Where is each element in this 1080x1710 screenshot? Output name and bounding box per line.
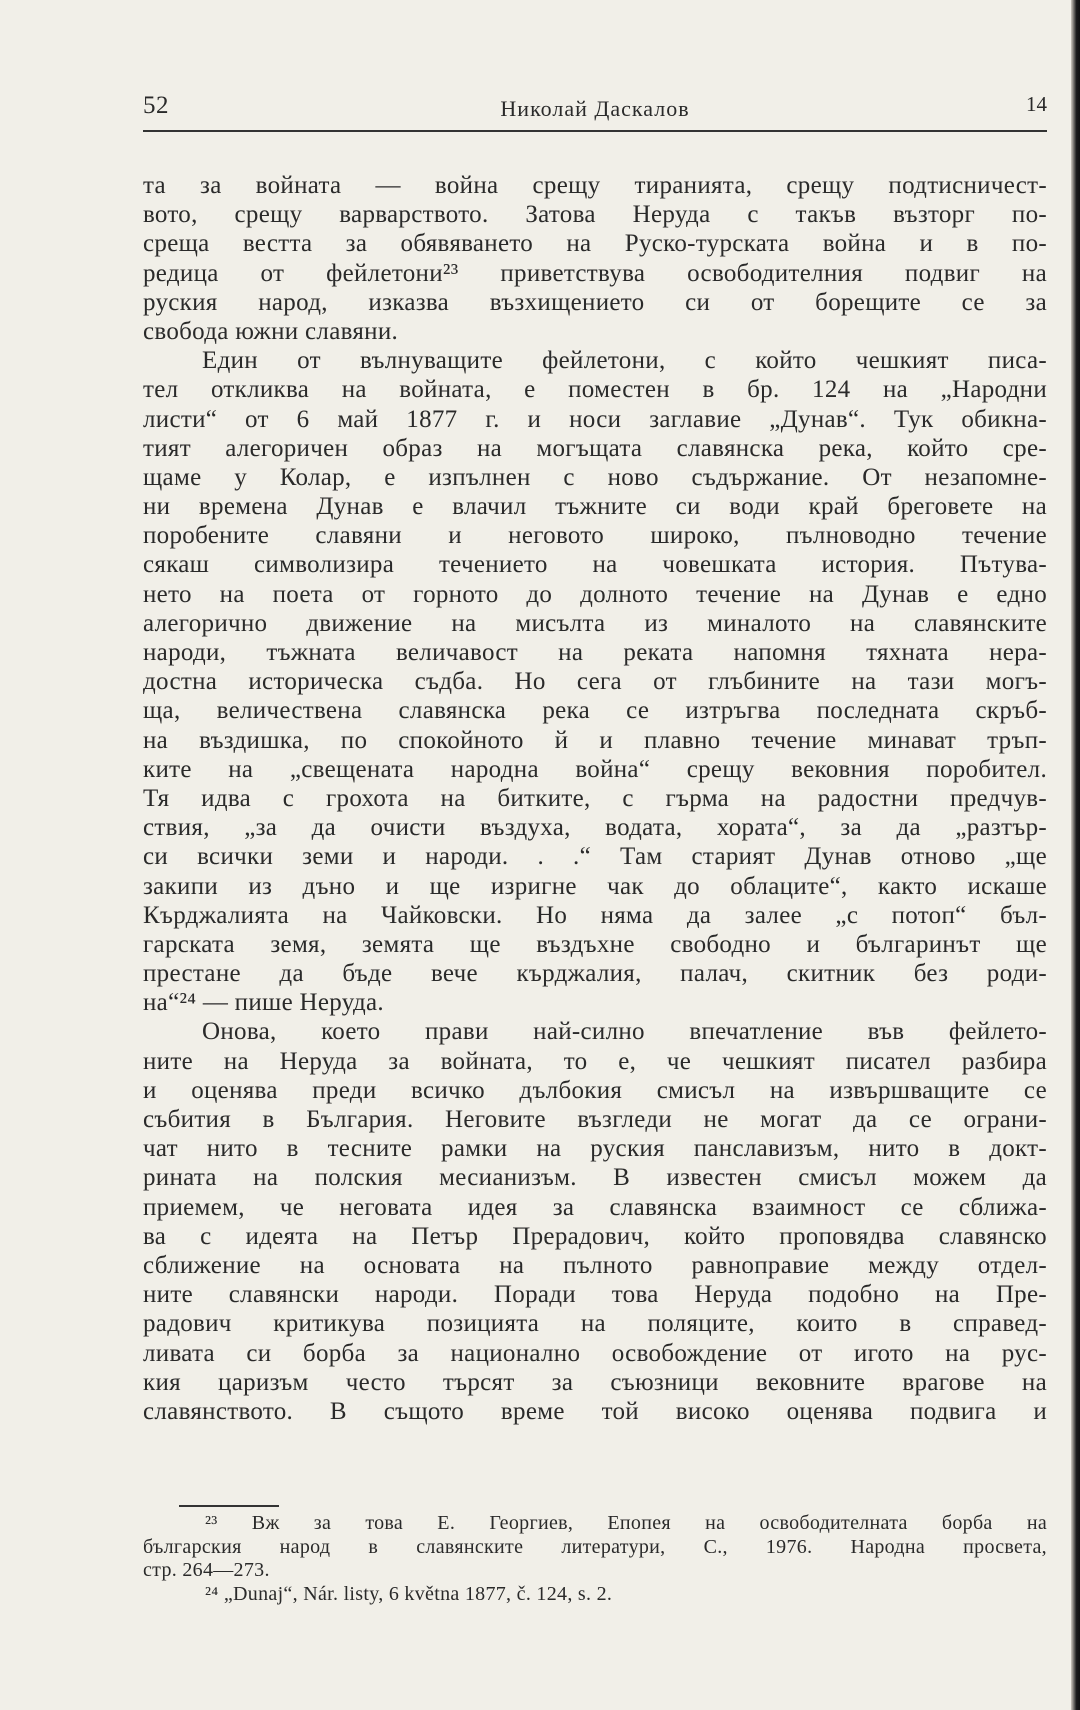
text-line: приемем, че неговата идея за славянска взаимност се сближа- [143,1193,1047,1221]
text-line: сближение на основата на пълното равноправие между отдел- [143,1251,1047,1279]
page-edge [1071,0,1080,1710]
text-line: вото, срещу варварството. Затова Неруда с такъв възторг по- [143,201,1047,229]
running-head: Николай Даскалов [500,96,690,121]
text-line: на въздишка, по спокойното й и плавно течение минават тръп- [143,726,1047,754]
footnote-line: българския народ в славянските литератури, С., 1976. Народна просвета, [143,1535,1047,1558]
text-line: ствия, „за да очисти въздуха, водата, хората“, за да „разтър- [143,814,1047,842]
page-header [143,88,1047,128]
text-line: на“²⁴ — пише Неруда. [143,989,384,1017]
text-line: закипи из дъно и ще изригне чак до облаците“, както искаше [143,872,1047,900]
text-line: Кърджалията на Чайковски. Но няма да залее „с потоп“ бъл- [143,901,1047,929]
text-line: радович критикува позицията на поляците, които в справед- [143,1310,1047,1338]
footnote-rule [179,1505,279,1507]
text-line: Онова, което прави най-силно впечатление във фейлето- [202,1018,1047,1046]
text-line: нето на поета от горното до долното течение на Дунав е едно [143,580,1047,608]
text-line: та за войната — война срещу тиранията, срещу подтисничест- [143,172,1047,199]
text-line: тият алегоричен образ на могъщата славянска река, който сре- [143,434,1047,462]
text-line: листи“ от 6 май 1877 г. и носи заглавие „Дунав“. Тук обикна- [143,405,1047,433]
text-line: тел откликва на войната, е поместен в бр. 124 на „Народни [143,376,1047,404]
text-line: гарската земя, земята ще въздъхне свободно и българинът ще [143,930,1047,958]
footnote-line: ²⁴ „Dunaj“, Nár. listy, 6 května 1877, č. 124, s. 2. [205,1582,613,1605]
text-line: и оценява преди всичко дълбокия смисъл на извършващите се [143,1076,1047,1104]
body-text [143,171,1047,1426]
text-line: Един от вълнуващите фейлетони, с който чешкият писа- [202,347,1047,375]
text-line: народи, тъжната величавост на реката напомня тяхната нера- [143,639,1047,666]
text-line: алегорично движение на мисълта из миналото на славянските [143,609,1047,637]
text-line: ни времена Дунав е влачил тъжните си води край бреговете на [143,493,1047,521]
text-line: рината на полския месианизъм. В известен смисъл можем да [143,1164,1047,1192]
text-line: кия царизъм често търсят за съюзници вековните врагове на [143,1368,1047,1396]
signature-mark: 14 [1026,92,1047,116]
header-rule [143,130,1047,132]
footnotes [143,1512,1047,1606]
text-line: ните на Неруда за войната, то е, че чешкият писател разбира [143,1047,1047,1075]
text-line: престане да бъде вече кърджалия, палач, скитник без роди- [143,960,1047,988]
text-line: редица от фейлетони²³ приветствува освободителния подвиг на [143,259,1047,287]
text-line: славянството. В същото време той високо оценява подвига и [143,1397,1047,1425]
text-line: ливата си борба за национално освобождение от игото на рус- [143,1339,1047,1367]
text-line: среща вестта за обявяването на Руско-турската война и в по- [143,230,1047,258]
footnote-line: стр. 264—273. [143,1559,270,1581]
text-line: Тя идва с грохота на битките, с гърма на радостни предчув- [143,784,1047,812]
page-number: 52 [143,92,169,119]
text-line: си всички земи и народи. . .“ Там старият Дунав отново „ще [143,843,1047,871]
text-line: руския народ, изказва възхищението си от борещите се за [143,288,1047,316]
text-line: щаме у Колар, е изпълнен с ново съдържание. От незапомне- [143,463,1047,491]
text-line: ва с идеята на Петър Прерадович, който проповядва славянско [143,1222,1047,1250]
text-line: сякаш символизира течението на човешката история. Пътува- [143,551,1047,579]
text-line: поробените славяни и неговото широко, пълноводно течение [143,522,1047,550]
text-line: ща, величествена славянска река се изтръгва последната скръб- [143,697,1047,725]
text-line: ните славянски народи. Поради това Неруда подобно на Пре- [143,1281,1047,1309]
footnote-line: ²³ Вж за това Е. Георгиев, Епопея на освободителната борба на [205,1512,1047,1534]
text-line: чат нито в тесните рамки на руския панславизъм, нито в докт- [143,1135,1047,1163]
text-line: ките на „свещената народна война“ срещу вековния поробител. [143,755,1047,783]
text-line: достна историческа съдба. Но сега от глъбините на тази могъ- [143,668,1047,696]
text-line: събития в България. Неговите възгледи не могат да се ограни- [143,1106,1047,1133]
text-line: свобода южни славяни. [143,317,399,345]
